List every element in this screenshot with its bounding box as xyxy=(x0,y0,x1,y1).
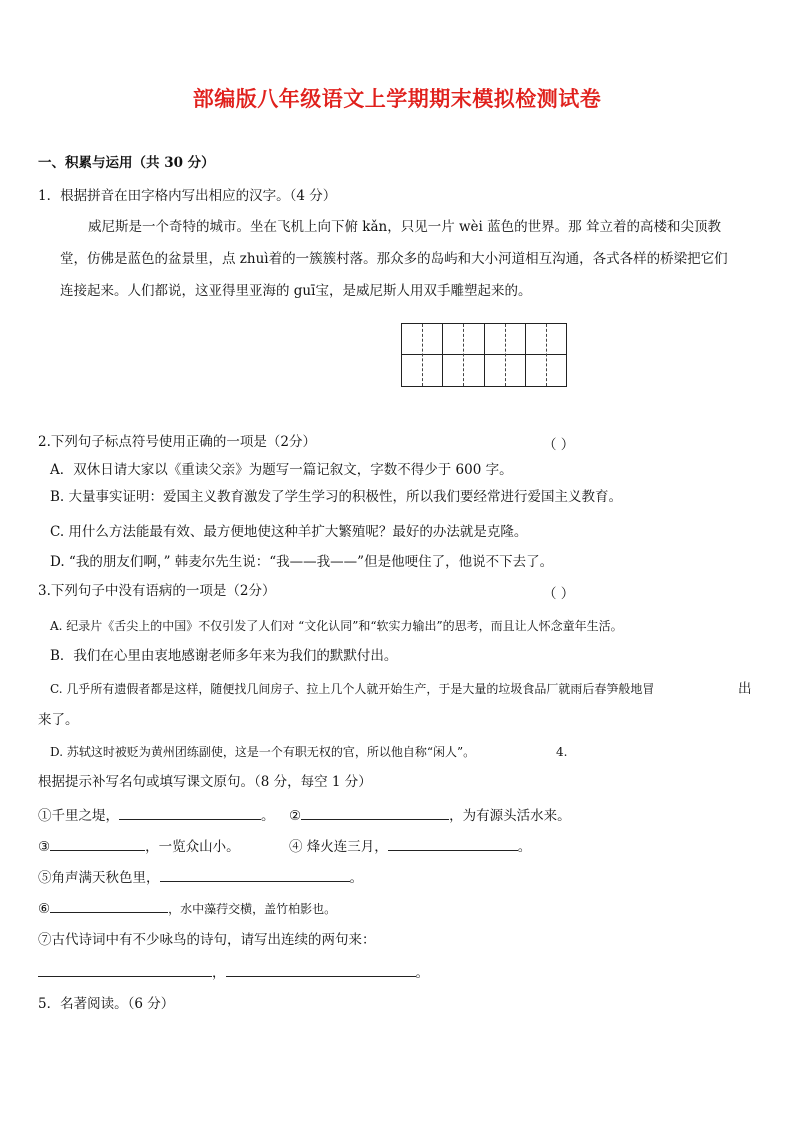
fill-blank[interactable] xyxy=(388,836,518,851)
q1-passage-line1: 威尼斯是一个奇特的城市。坐在飞机上向下俯 kǎn，只见一片 wèi 蓝色的世界。那 耸立着的高楼和尖顶教 xyxy=(88,219,721,235)
q4-stem: 根据提示补写名句或填写课文原句。（8 分，每空 1 分） xyxy=(38,774,372,790)
fill-blank[interactable] xyxy=(119,805,261,820)
tianzige-cell[interactable] xyxy=(526,324,566,386)
fill-blank[interactable] xyxy=(160,867,350,882)
q2-stem: 2.下列句子标点符号使用正确的一项是（2分） xyxy=(38,434,316,450)
q5-stem: 5．名著阅读。（6 分） xyxy=(38,996,175,1012)
q3-answer-paren[interactable]: （ ） xyxy=(543,586,575,602)
q3-option-c-cont: 来了。 xyxy=(38,712,79,728)
tianzige-cell[interactable] xyxy=(402,324,443,386)
q1-passage-line2: 堂，仿佛是蓝色的盆景里，点 zhuì着的一簇簇村落。那众多的岛屿和大小河道相互沟通，各式各样的桥梁把它们 xyxy=(60,251,728,267)
fill-item-6: ⑥ ，水中藻荇交横，盖竹柏影也。 xyxy=(38,898,336,918)
fill-item-5: ⑤角声满天秋色里， 。 xyxy=(38,867,363,887)
q3-option-c-wrap: 出 xyxy=(738,681,752,697)
q3-stem: 3.下列句子中没有语病的一项是（2分） xyxy=(38,583,276,599)
q1-stem: 1．根据拼音在田字格内写出相应的汉字。（4 分） xyxy=(38,188,337,204)
fill-item-1: ①千里之堤， 。 xyxy=(38,805,275,825)
q2-option-a: A．双休日请大家以《重读父亲》为题写一篇记叙文，字数不得少于 600 字。 xyxy=(50,462,513,478)
section-heading: 一、积累与运用（共 30 分） xyxy=(38,155,215,171)
fill-item-4: ④ 烽火连三月， 。 xyxy=(289,836,531,856)
tianzige-grid[interactable] xyxy=(401,323,567,387)
q1-passage-line3: 连接起来。人们都说，这亚得里亚海的 guī宝，是威尼斯人用双手雕塑起来的。 xyxy=(60,283,532,299)
q3-option-b: B．我们在心里由衷地感谢老师多年来为我们的默默付出。 xyxy=(50,648,398,664)
q3-option-c: C. 几乎所有遗假者都是这样，随便找几间房子、拉上几个人就开始生产，于是大量的垃圾食品厂就雨后春笋般地冒 xyxy=(50,682,655,696)
fill-item-7-blanks: ， 。 xyxy=(38,962,429,982)
fill-blank[interactable] xyxy=(38,962,212,977)
q2-option-d: D. “我的朋友们啊，” 韩麦尔先生说：“我——我——”但是他哽住了，他说不下去了。 xyxy=(50,554,554,570)
fill-blank[interactable] xyxy=(226,962,416,977)
fill-item-2: ② ，为有源头活水来。 xyxy=(289,805,571,825)
q3-option-d: D. 苏轼这时被贬为黄州团练副使，这是一个有职无权的官，所以他自称“闲人”。 xyxy=(50,745,476,759)
fill-blank[interactable] xyxy=(301,805,449,820)
q2-option-b: B. 大量事实证明：爱国主义教育激发了学生学习的积极性，所以我们要经常进行爱国主义教育。 xyxy=(50,489,623,505)
tianzige-cell[interactable] xyxy=(485,324,526,386)
tianzige-cell[interactable] xyxy=(443,324,484,386)
q3-option-a: A. 纪录片《舌尖上的中国》不仅引发了人们对 “文化认同”和“软实力输出”的思考，而且让人怀念童年生活。 xyxy=(50,619,623,633)
q4-number: 4. xyxy=(556,745,568,759)
fill-item-7: ⑦古代诗词中有不少咏鸟的诗句，请写出连续的两句来： xyxy=(38,932,376,948)
fill-blank[interactable] xyxy=(50,836,145,851)
fill-blank[interactable] xyxy=(50,898,168,913)
fill-item-3: ③ ，一览众山小。 xyxy=(38,836,240,856)
q2-option-c: C. 用什么方法能最有效、最方便地使这种羊扩大繁殖呢？最好的办法就是克隆。 xyxy=(50,524,528,540)
exam-title: 部编版八年级语文上学期期末模拟检测试卷 xyxy=(192,87,602,111)
q2-answer-paren[interactable]: （ ） xyxy=(543,437,575,453)
